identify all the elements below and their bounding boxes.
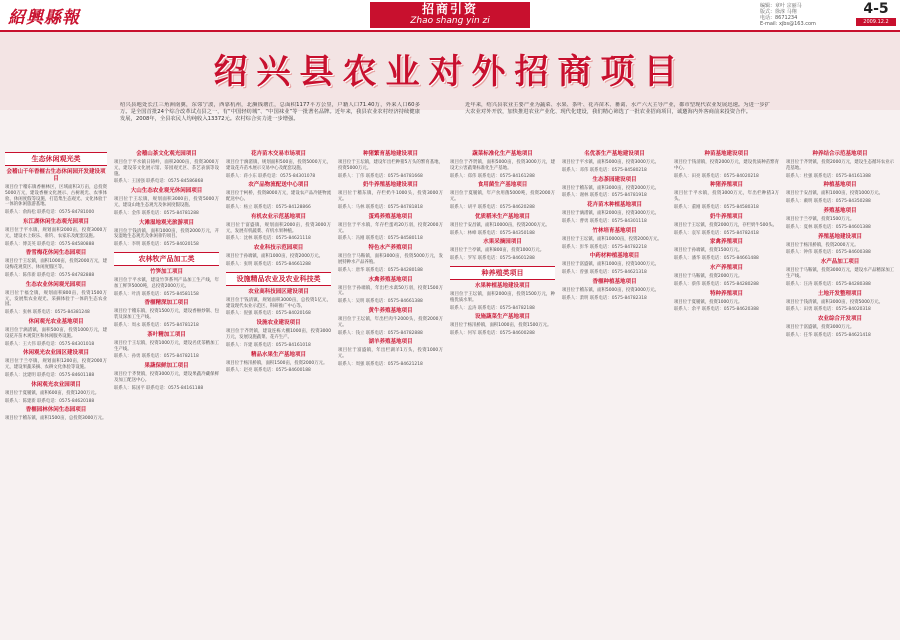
project-contact: 联系人：余平 联系电话：0575-84620388 (674, 307, 759, 313)
project-title: 休闲观光农业园区建设项目 (22, 350, 89, 357)
project-description: 项目位于稽东镇，面积1500亩，总投资3000万元。 (5, 416, 107, 422)
project-description: 项目位于兰亭镇，规划面积1200亩，投资2000万元，建设果蔬采摘、农耕文化体验等设施。 (5, 359, 107, 371)
project-description: 项目位于安昌镇，面积10000亩，投资2000万元。 (450, 222, 550, 228)
project-contact: 联系人：郑伟 联系电话：0575-84161288 (450, 173, 535, 179)
project-title: 农业科技示范园项目 (253, 245, 304, 252)
project-description: 项目位于杨汛桥镇，面积1500亩，投资2000万元。 (226, 360, 328, 366)
project-contact: 联系人：倪强 联系电话：0575-84020168 (226, 311, 311, 317)
project-contact: 联系人：叶清 联系电话：0575-84581158 (114, 291, 199, 297)
project-title: 水产品加工项目 (820, 259, 860, 266)
project-title: 特色水产养殖项目 (368, 245, 413, 252)
issue-info (760, 3, 855, 27)
project-contact: 联系人：汪涛 联系电话：0575-84280388 (786, 281, 871, 287)
project-description: 项目位于王坛镇，投资2000万元，存栏奶牛500头。 (674, 222, 777, 228)
project-contact: 联系人：任华 联系电话：0575-84621418 (786, 332, 871, 338)
project-title: 休闲观光农业园项目 (31, 381, 81, 388)
project-description: 项目位于齐贤镇，投资2000万元，建设生态循环农业示范基地。 (786, 160, 894, 171)
project-description: 项目位于王坛镇，面积1000亩，投资2000万元，建设梅花观赏区、休闲度假区等。 (5, 259, 107, 271)
project-description: 项目位于平水镇，面积5000亩，投资3000万元。 (562, 160, 659, 165)
project-contact: 联系人：董刚 联系电话：0575-84580318 (674, 204, 759, 210)
project-description: 项目位于稽东镇香榧林区，区域面积3万亩，总投资5000万元，建设香榧文化展示、古树观光、农事体验、休闲度假等设施，打造集生态观光、文化体验于一体的休闲旅游基地。 (5, 185, 107, 208)
project-title: 设施农业建设项目 (256, 320, 301, 327)
project-description: 项目位于孙端镇，面积1000亩，投资2000万元。 (226, 254, 323, 260)
top-bar (0, 0, 900, 30)
project-title: 果蔬保鲜加工项目 (144, 363, 189, 370)
project-title: 黄牛养殖基地项目 (368, 307, 413, 314)
project-title: 湖羊养殖基地项目 (368, 339, 413, 346)
category-heading: 生态休闲观光类 (5, 152, 107, 166)
project-contact: 联系人：唐华 联系电话：0575-84280188 (338, 267, 423, 273)
project-description: 项目位于马鞍镇，投资2000万元。 (674, 273, 743, 279)
project-title: 家禽养殖项目 (709, 239, 743, 246)
project-description: 项目位于钱清镇，规划面积3000亩，总投资1亿元，建设现代农业示范区、科研推广中心等。 (226, 297, 331, 309)
project-contact: 联系人：田勇 联系电话：0575-84020318 (786, 307, 871, 313)
project-contact: 联系人：周永 联系电话：0575-84781218 (114, 322, 199, 328)
project-description: 项目位于漓渚镇，面积500亩，投资1000万元，建设花卉苗木观赏区和休闲服务设施。 (5, 327, 107, 339)
project-contact: 联系人：彭华 联系电话：0575-84782218 (562, 244, 647, 250)
article-column-3 (226, 148, 331, 633)
project-title: 水果采摘园项目 (483, 239, 522, 246)
project-contact: 联系人：张林 联系电话：0575-84381248 (5, 310, 90, 316)
project-contact: 联系人：沈建明 联系电话：0575-84601188 (5, 372, 95, 378)
project-contact: 联系人：冯刚 联系电话：0575-84580118 (338, 236, 423, 242)
project-contact: 联系人：夏林 联系电话：0575-84601388 (786, 224, 871, 230)
project-title: 土地开发整理项目 (817, 290, 862, 297)
page-number-box (856, 2, 896, 28)
project-contact: 联系人：傅美英 联系电话：0575-84580888 (5, 241, 95, 247)
project-contact: 联系人：田亮 联系电话：0575-84020218 (674, 173, 759, 179)
project-description: 项目位于夏履镇，年产食用菌5000吨，投资2000万元。 (450, 191, 555, 203)
project-title: 精品水果生产基地项目 (250, 351, 306, 358)
project-description: 项目位于夏履镇，投资1000万元。 (674, 299, 743, 305)
project-contact: 联系人：张明 联系电话：0575-84661288 (226, 261, 311, 267)
project-title: 食用菌生产基地项目 (477, 182, 528, 189)
article-column-2 (114, 148, 219, 633)
project-description: 项目位于马鞍镇，面积3000亩，投资5000万元，发展特种水产品养殖。 (338, 254, 443, 265)
page-footer (0, 633, 900, 640)
project-contact: 联系人：萧明 联系电话：0575-84782318 (562, 295, 647, 301)
project-contact: 联系人：钟伟 联系电话：0575-84600388 (786, 250, 871, 256)
project-title: 奶牛养殖基地建设项目 (362, 182, 418, 189)
project-title: 花卉苗木交易市场项目 (250, 151, 306, 157)
project-title: 种猪养殖项目 (709, 182, 743, 189)
project-contact: 联系人：曹勇 联系电话：0575-84301118 (562, 218, 647, 224)
project-contact: 联系人：王国强 联系电话：0575-84586868 (114, 179, 204, 185)
project-description: 项目位于孙端镇，投资1500万元。 (674, 248, 743, 254)
project-title: 设施蔬菜生产基地项目 (474, 314, 530, 321)
project-contact: 联系人：陈建新 联系电话：0575-84620188 (5, 398, 95, 404)
article-column-1 (5, 148, 107, 633)
issue-info-line: 编辑：章叶 宗丽马 (760, 3, 802, 9)
project-title: 水产养殖项目 (709, 264, 743, 271)
project-description: 项目位于稽东镇，面积3000亩，投资2000万元。 (562, 185, 659, 191)
project-contact: 联系人：孟涛 联系电话：0575-84782188 (450, 305, 535, 311)
project-description: 项目位于王坛镇，年出栏肉牛2000头，投资2000万元。 (338, 316, 443, 328)
project-contact: 联系人：潘华 联系电话：0575-84661488 (674, 256, 759, 262)
project-description: 项目位于稽东镇，面积5000亩，投资3000万元。 (562, 287, 659, 293)
project-contact: 联系人：沈林 联系电话：0575-84621118 (226, 236, 311, 242)
project-description: 项目位于王坛镇，规划面积3000亩，投资5000万元，建设山地生态观光及休闲度假设施。 (114, 197, 219, 208)
project-title: 养殖基地建设项目 (817, 233, 862, 240)
project-title: 养殖基地项目 (823, 207, 857, 214)
project-description: 项目位于平水镇，投资3000万元，年出栏种猪3万头。 (674, 191, 779, 203)
project-title: 名优茶生产基地建设项目 (584, 151, 645, 157)
project-description: 项目位于兰亭镇，面积800亩，投资1000万元。 (450, 248, 545, 254)
project-contact: 联系人：马林 联系电话：0575-84781818 (338, 204, 423, 210)
project-title: 香雪梅花休闲生态园项目 (25, 250, 87, 257)
issue-info-line: 版式：徐淳 马翔 (760, 9, 797, 15)
category-heading: 设施精品农业及农业科技类 (226, 272, 331, 286)
project-contact: 联系人：周强 联系电话：0575-84621218 (338, 361, 423, 367)
project-title: 会稽山千年香榧古生态休闲园开发建设项目 (6, 169, 106, 182)
project-description: 项目位于齐贤镇，面积5000亩，投资3000万元，建设无公害蔬菜标准化生产基地。 (450, 160, 555, 171)
project-description: 项目位于富盛镇，面积1000亩，投资1000万元。 (562, 262, 659, 268)
project-description: 项目位于稽东镇，存栏奶牛1000头，投资3000万元。 (338, 191, 443, 203)
project-description: 项目位于富盛镇，投资3000万元。 (786, 325, 855, 331)
project-contact: 联系人：金伟 联系电话：0575-84781288 (114, 210, 199, 216)
project-title: 东江湖休闲生态观光园项目 (22, 218, 89, 225)
project-contact: 联系人：杨立 联系电话：0575-84128866 (226, 204, 311, 210)
project-contact: 联系人：丁伟 联系电话：0575-84781668 (338, 173, 423, 179)
project-contact: 联系人：钱立 联系电话：0575-84782888 (338, 330, 423, 336)
project-title: 农业综合开发项目 (817, 316, 862, 323)
article-column-4 (338, 148, 443, 633)
project-contact: 联系人：何军 联系电话：0575-84600288 (450, 331, 535, 337)
page-number: 4-5 (863, 1, 889, 17)
project-title: 竹林培育基地项目 (592, 227, 637, 234)
project-contact: 联系人：赵亮 联系电话：0575-84600188 (226, 368, 311, 374)
project-contact: 联系人：许建 联系电话：0575-84161018 (226, 342, 311, 348)
project-description: 项目位于漓渚镇，面积2000亩，投资3000万元。 (562, 211, 659, 217)
project-title: 种植基地项目 (823, 182, 857, 189)
project-title: 香榧精深加工项目 (144, 300, 189, 307)
project-title: 大山生态农业观光休闲园项目 (130, 188, 203, 195)
category-heading: 种养殖类项目 (450, 266, 555, 280)
project-description: 项目位于孙端镇，年出栏水禽50万羽，投资1500万元。 (338, 285, 443, 297)
category-heading: 农林牧产品加工类 (114, 252, 219, 266)
project-contact: 联系人：李明 联系电话：0575-84020158 (114, 242, 199, 248)
project-description: 项目位于王坛镇，投资1000万元，建设名优茶精加工生产线。 (114, 340, 219, 352)
project-contact: 联系人：林峰 联系电话：0575-84350188 (450, 230, 535, 236)
issue-info-line: E-mail: xjbs@163.com (760, 21, 816, 27)
project-title: 有机农业示范基地项目 (250, 213, 306, 220)
project-title: 香榧种植基地项目 (592, 278, 637, 285)
project-description: 项目位于王坛镇，建设年出栏种猪5万头的繁育基地，投资5000万元。 (338, 160, 443, 171)
project-description: 项目位于福全镇，规划面积800亩，投资1500万元，发展集农业观光、采摘体验于一体的生态农业园。 (5, 290, 107, 308)
intro-right: 近年来，绍兴县农业主要产业为蔬菜、水果、茶叶、花卉苗木、畜禽、水产六大主导产业，都市型现代农业发展迅速。为进一步扩大农业对外开放，加快推进农业产业化、现代化建设，我们精心筛选了一批农业招商项目，诚邀海内外客商前来投资合作。 (465, 102, 770, 115)
project-contact: 联系人：吴明 联系电话：0575-84661388 (338, 299, 423, 305)
section-pinyin: Zhao shang yin zi (410, 16, 490, 26)
project-contact: 联系人：蔡伟 联系电话：0575-84280288 (674, 281, 759, 287)
intro-left: 绍兴县地处长江三角洲南翼，东邻宁波，西靠杭州，北濒钱塘江，总面积1177平方公里，户籍人口71.40万，外来人口60多万。是全国首批24个综合改革试点县之一，有“中国轻纺城”、“中国袜业”等一批著名品牌。近年来，我县农业农村经济持续健康发展，2008年，全县农民人均纯收入13372元。农村综合实力进一步增强。 (120, 102, 420, 122)
project-description: 项目位于安昌镇，面积1000亩，投资1000万元。 (786, 191, 883, 197)
project-description: 项目位于富盛镇，规划面积2000亩，投资3000万元，发展有机蔬菜、有机水果种植。 (226, 222, 331, 234)
project-title: 种养结合示范基地项目 (812, 151, 868, 157)
project-contact: 联系人：陈伟新 联系电话：0575-84782888 (5, 272, 95, 278)
project-title: 优质稻米生产基地项目 (474, 213, 530, 220)
article-column-5 (450, 148, 555, 633)
project-description: 项目位于兰亭镇，投资1500万元。 (786, 216, 855, 222)
project-description: 项目位于王坛镇，面积2000亩，投资1500万元，种植优质水果。 (450, 291, 555, 303)
project-description: 项目位于平水镇，建设竹笋系列产品加工生产线，年加工鲜笋5000吨，总投资2000万元。 (114, 277, 219, 289)
article-column-6 (562, 148, 667, 633)
project-contact: 联系人：胡平 联系电话：0575-84620288 (450, 204, 535, 210)
project-contact: 联系人：罗军 联系电话：0575-84601288 (450, 256, 535, 262)
project-title: 会稽山茶文化观光园项目 (136, 151, 197, 157)
project-title: 特种养殖项目 (709, 290, 743, 297)
project-contact: 联系人：王大伟 联系电话：0575-84301018 (5, 341, 95, 347)
project-description: 项目位于杨汛桥镇，面积1000亩，投资1500万元。 (450, 323, 552, 329)
project-title: 生态农业休闲观光园项目 (25, 281, 87, 288)
project-title: 水禽养殖基地项目 (368, 276, 413, 283)
project-contact: 联系人：戴明 联系电话：0575-84350288 (786, 199, 871, 205)
project-description: 项目位于马鞍镇，投资3000万元，建设水产品精深加工生产线。 (786, 268, 894, 279)
project-title: 茶叶精加工项目 (147, 331, 186, 338)
project-contact: 联系人：俞海松 联系电话：0575-84781000 (5, 210, 95, 216)
project-contact: 联系人：孙勇 联系电话：0575-84782118 (114, 354, 199, 360)
project-description: 项目位于钱清镇，面积3000亩，投资5000万元。 (786, 299, 883, 305)
project-title: 种猪繁育基地建设项目 (362, 151, 418, 157)
section-title: 招商引资 (421, 2, 478, 16)
project-contact: 联系人：袁军 联系电话：0575-84782418 (674, 230, 759, 236)
project-title: 蛋鸡养殖基地项目 (368, 213, 413, 220)
project-title: 农产品物流配送中心项目 (248, 182, 309, 189)
project-title: 竹笋加工项目 (149, 268, 183, 275)
project-description: 项目位于平水镇日铸岭，面积2000亩，投资3000万元，建设茶文化展示馆、茶园观光区、茶艺表演等设施。 (114, 160, 219, 177)
project-description: 项目位于漓渚镇，规划面积500亩，投资5000万元，建设花卉苗木展示交易中心及配套设施。 (226, 160, 331, 171)
masthead: 紹興縣報 (8, 8, 80, 28)
project-title: 种苗基地建设项目 (704, 151, 749, 157)
project-title: 生态茶园建设项目 (592, 176, 637, 183)
issue-date: 2009.12.2 (856, 18, 896, 26)
project-contact: 联系人：谢林 联系电话：0575-84781918 (562, 193, 647, 199)
project-title: 奶牛养殖项目 (709, 213, 743, 220)
project-description: 项目位于平水镇，年存栏蛋鸡20万羽，投资2000万元。 (338, 222, 443, 234)
project-contact: 联系人：曾强 联系电话：0575-84621318 (562, 270, 647, 276)
project-description: 项目位于杨汛桥镇，投资2000万元。 (786, 242, 859, 248)
project-description: 项目位于齐贤镇，建设连栋大棚1000亩，投资3000万元，发展设施蔬菜、花卉生产。 (226, 329, 331, 340)
project-title: 香榧园林休闲生态园项目 (25, 407, 87, 414)
article-column-7 (674, 148, 779, 633)
project-title: 花卉苗木种植基地项目 (586, 202, 642, 209)
project-contact: 联系人：邓伟 联系电话：0575-84580218 (562, 167, 647, 173)
project-title: 农业高科技园区建设项目 (248, 288, 309, 295)
page-headline: 绍兴县农业对外招商项目 (213, 52, 687, 92)
project-title: 蔬菜标准化生产基地项目 (472, 151, 533, 157)
project-title: 休闲观光农业基地项目 (28, 318, 84, 325)
project-description: 项目位于平水镇，规划面积2000亩，投资3000万元，建设水上娱乐、垂钓、农家乐及配套设施。 (5, 227, 107, 239)
project-description: 项目位于富盛镇，年出栏湖羊1万头，投资1000万元。 (338, 348, 443, 360)
project-description: 项目位于夏履镇，面积600亩，投资1200万元。 (5, 390, 100, 396)
project-contact: 联系人：杜强 联系电话：0575-84161388 (786, 173, 871, 179)
issue-info-line: 电话：8671234 (760, 15, 798, 21)
project-contact: 联系人：蒋小东 联系电话：0575-84301078 (226, 173, 316, 179)
project-description: 项目位于钱清镇，面积1000亩，投资2000万元，开发湿地生态观光及休闲垂钓项目。 (114, 228, 219, 240)
project-title: 中药材种植基地项目 (589, 253, 640, 260)
section-banner (370, 2, 530, 28)
project-description: 项目位于钱清镇，投资2000万元，建设优质种苗繁育中心。 (674, 160, 779, 171)
project-title: 大滩湿地观光旅游项目 (138, 219, 194, 226)
project-description: 项目位于王坛镇，面积10000亩，投资2000万元。 (562, 236, 662, 242)
project-contact: 联系人：陈国平 联系电话：0575-84161188 (114, 385, 204, 391)
project-description: 项目位于稽东镇，投资1500万元，建设香榧炒制、包装及深加工生产线。 (114, 309, 219, 321)
project-title: 水果种植基地建设项目 (474, 282, 530, 289)
article-column-8 (786, 148, 894, 633)
project-description: 项目位于柯桥，投资8000万元，建设农产品冷链物流配送中心。 (226, 191, 331, 203)
project-description: 项目位于齐贤镇，投资3000万元，建设果蔬冷藏保鲜及加工配送中心。 (114, 372, 219, 383)
